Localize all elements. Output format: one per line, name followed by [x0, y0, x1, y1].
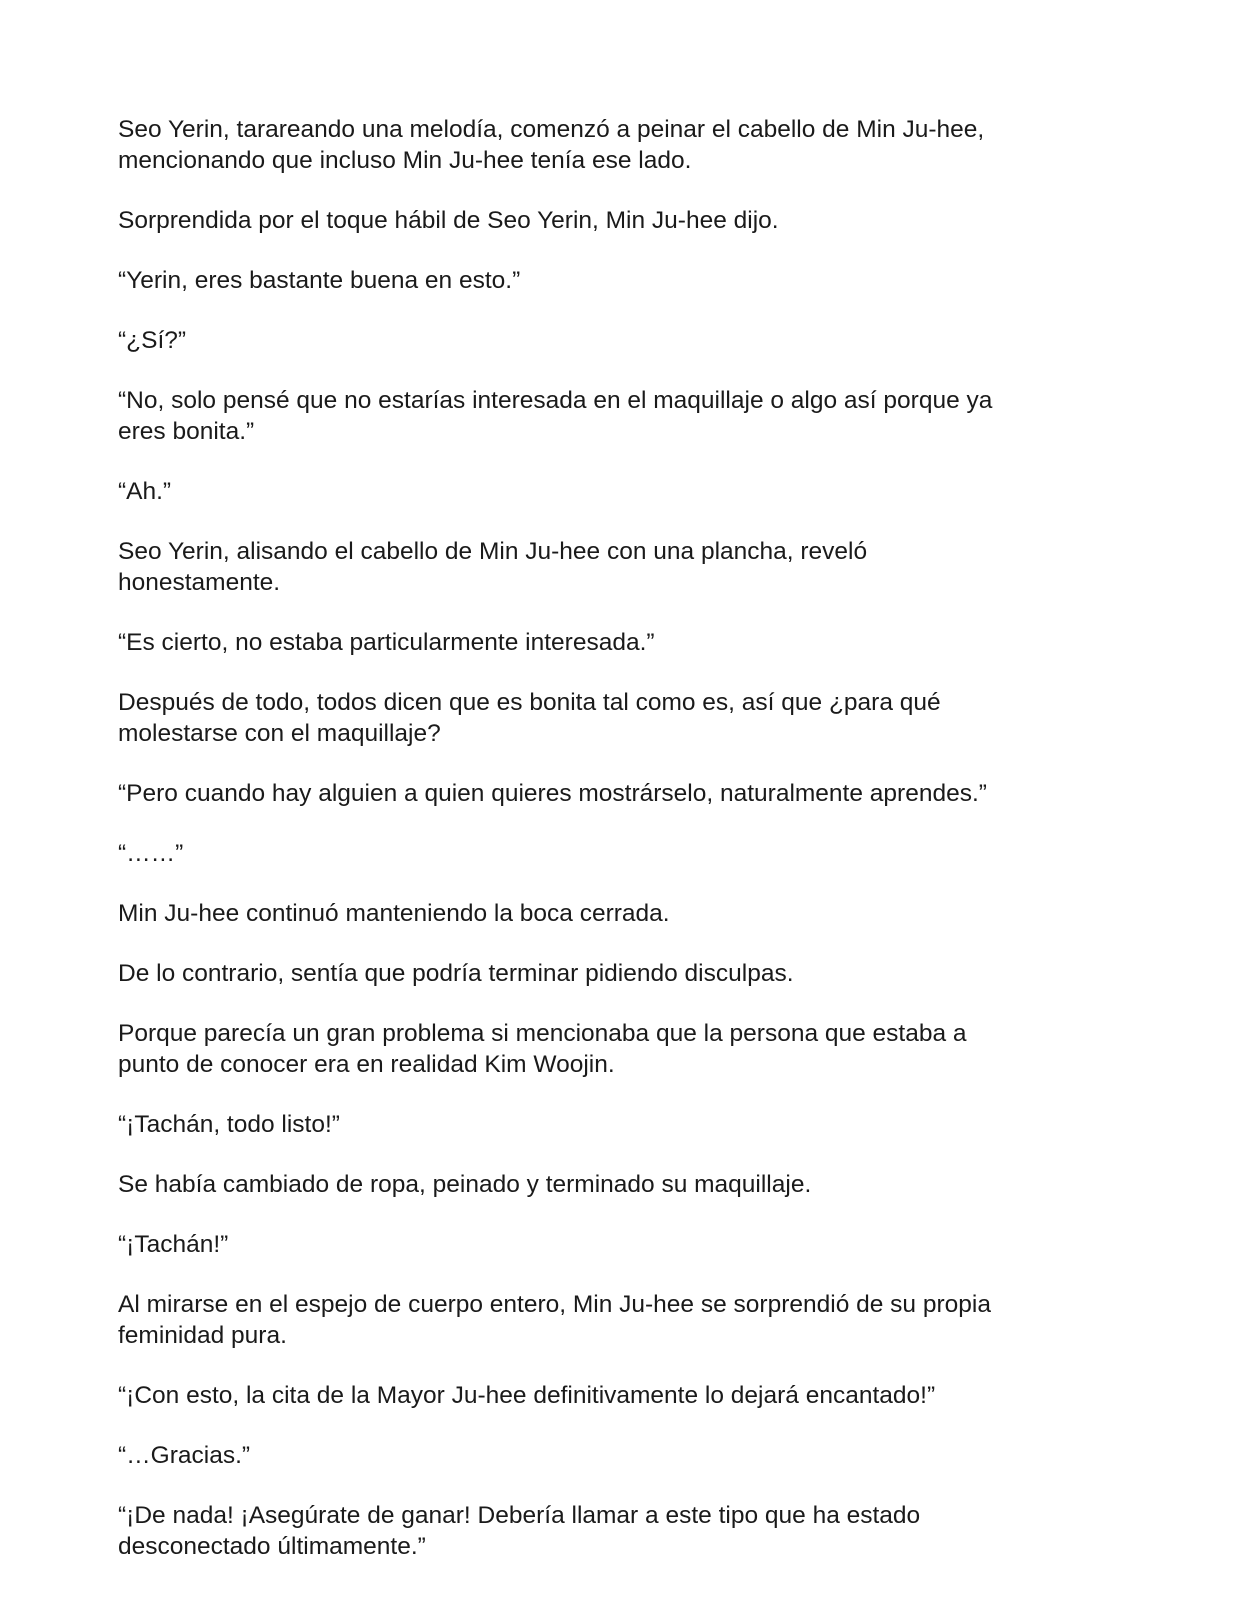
paragraph: “¿Sí?”	[118, 327, 187, 354]
paragraph: Al mirarse en el espejo de cuerpo entero, Min Ju-hee se sorprendió de su propia feminidad pura.	[118, 1291, 991, 1349]
paragraph: Min Ju-hee continuó manteniendo la boca cerrada.	[118, 900, 670, 927]
paragraph: “¡Tachán!”	[118, 1231, 229, 1258]
paragraph: “¡Con esto, la cita de la Mayor Ju-hee definitivamente lo dejará encantado!”	[118, 1382, 936, 1409]
paragraph: Seo Yerin, alisando el cabello de Min Ju-hee con una plancha, reveló honestamente.	[118, 538, 868, 596]
paragraph: “Ah.”	[118, 478, 172, 505]
paragraph: Sorprendida por el toque hábil de Seo Yerin, Min Ju-hee dijo.	[118, 207, 779, 234]
paragraph: “No, solo pensé que no estarías interesada en el maquillaje o algo así porque ya eres bonita.”	[118, 387, 993, 445]
paragraph: “¡De nada! ¡Asegúrate de ganar! Debería llamar a este tipo que ha estado desconectado últimamente.”	[118, 1502, 921, 1560]
paragraph: Porque parecía un gran problema si mencionaba que la persona que estaba a punto de conocer era en realidad Kim Woojin.	[118, 1020, 967, 1078]
paragraph: Se había cambiado de ropa, peinado y terminado su maquillaje.	[118, 1171, 812, 1198]
paragraph: “¡Tachán, todo listo!”	[118, 1111, 340, 1138]
paragraph: De lo contrario, sentía que podría terminar pidiendo disculpas.	[118, 960, 794, 987]
paragraph: “Es cierto, no estaba particularmente interesada.”	[118, 629, 655, 656]
paragraph: “Yerin, eres bastante buena en esto.”	[118, 267, 521, 294]
paragraph: “…Gracias.”	[118, 1442, 251, 1469]
paragraph: “……”	[118, 840, 184, 867]
document-body	[118, 114, 1098, 1591]
paragraph: Seo Yerin, tarareando una melodía, comenzó a peinar el cabello de Min Ju-hee, mencionando que incluso Min Ju-hee tenía ese lado.	[118, 116, 985, 174]
paragraph: Después de todo, todos dicen que es bonita tal como es, así que ¿para qué molestarse con el maquillaje?	[118, 689, 941, 747]
paragraph: “Pero cuando hay alguien a quien quieres mostrárselo, naturalmente aprendes.”	[118, 780, 987, 807]
